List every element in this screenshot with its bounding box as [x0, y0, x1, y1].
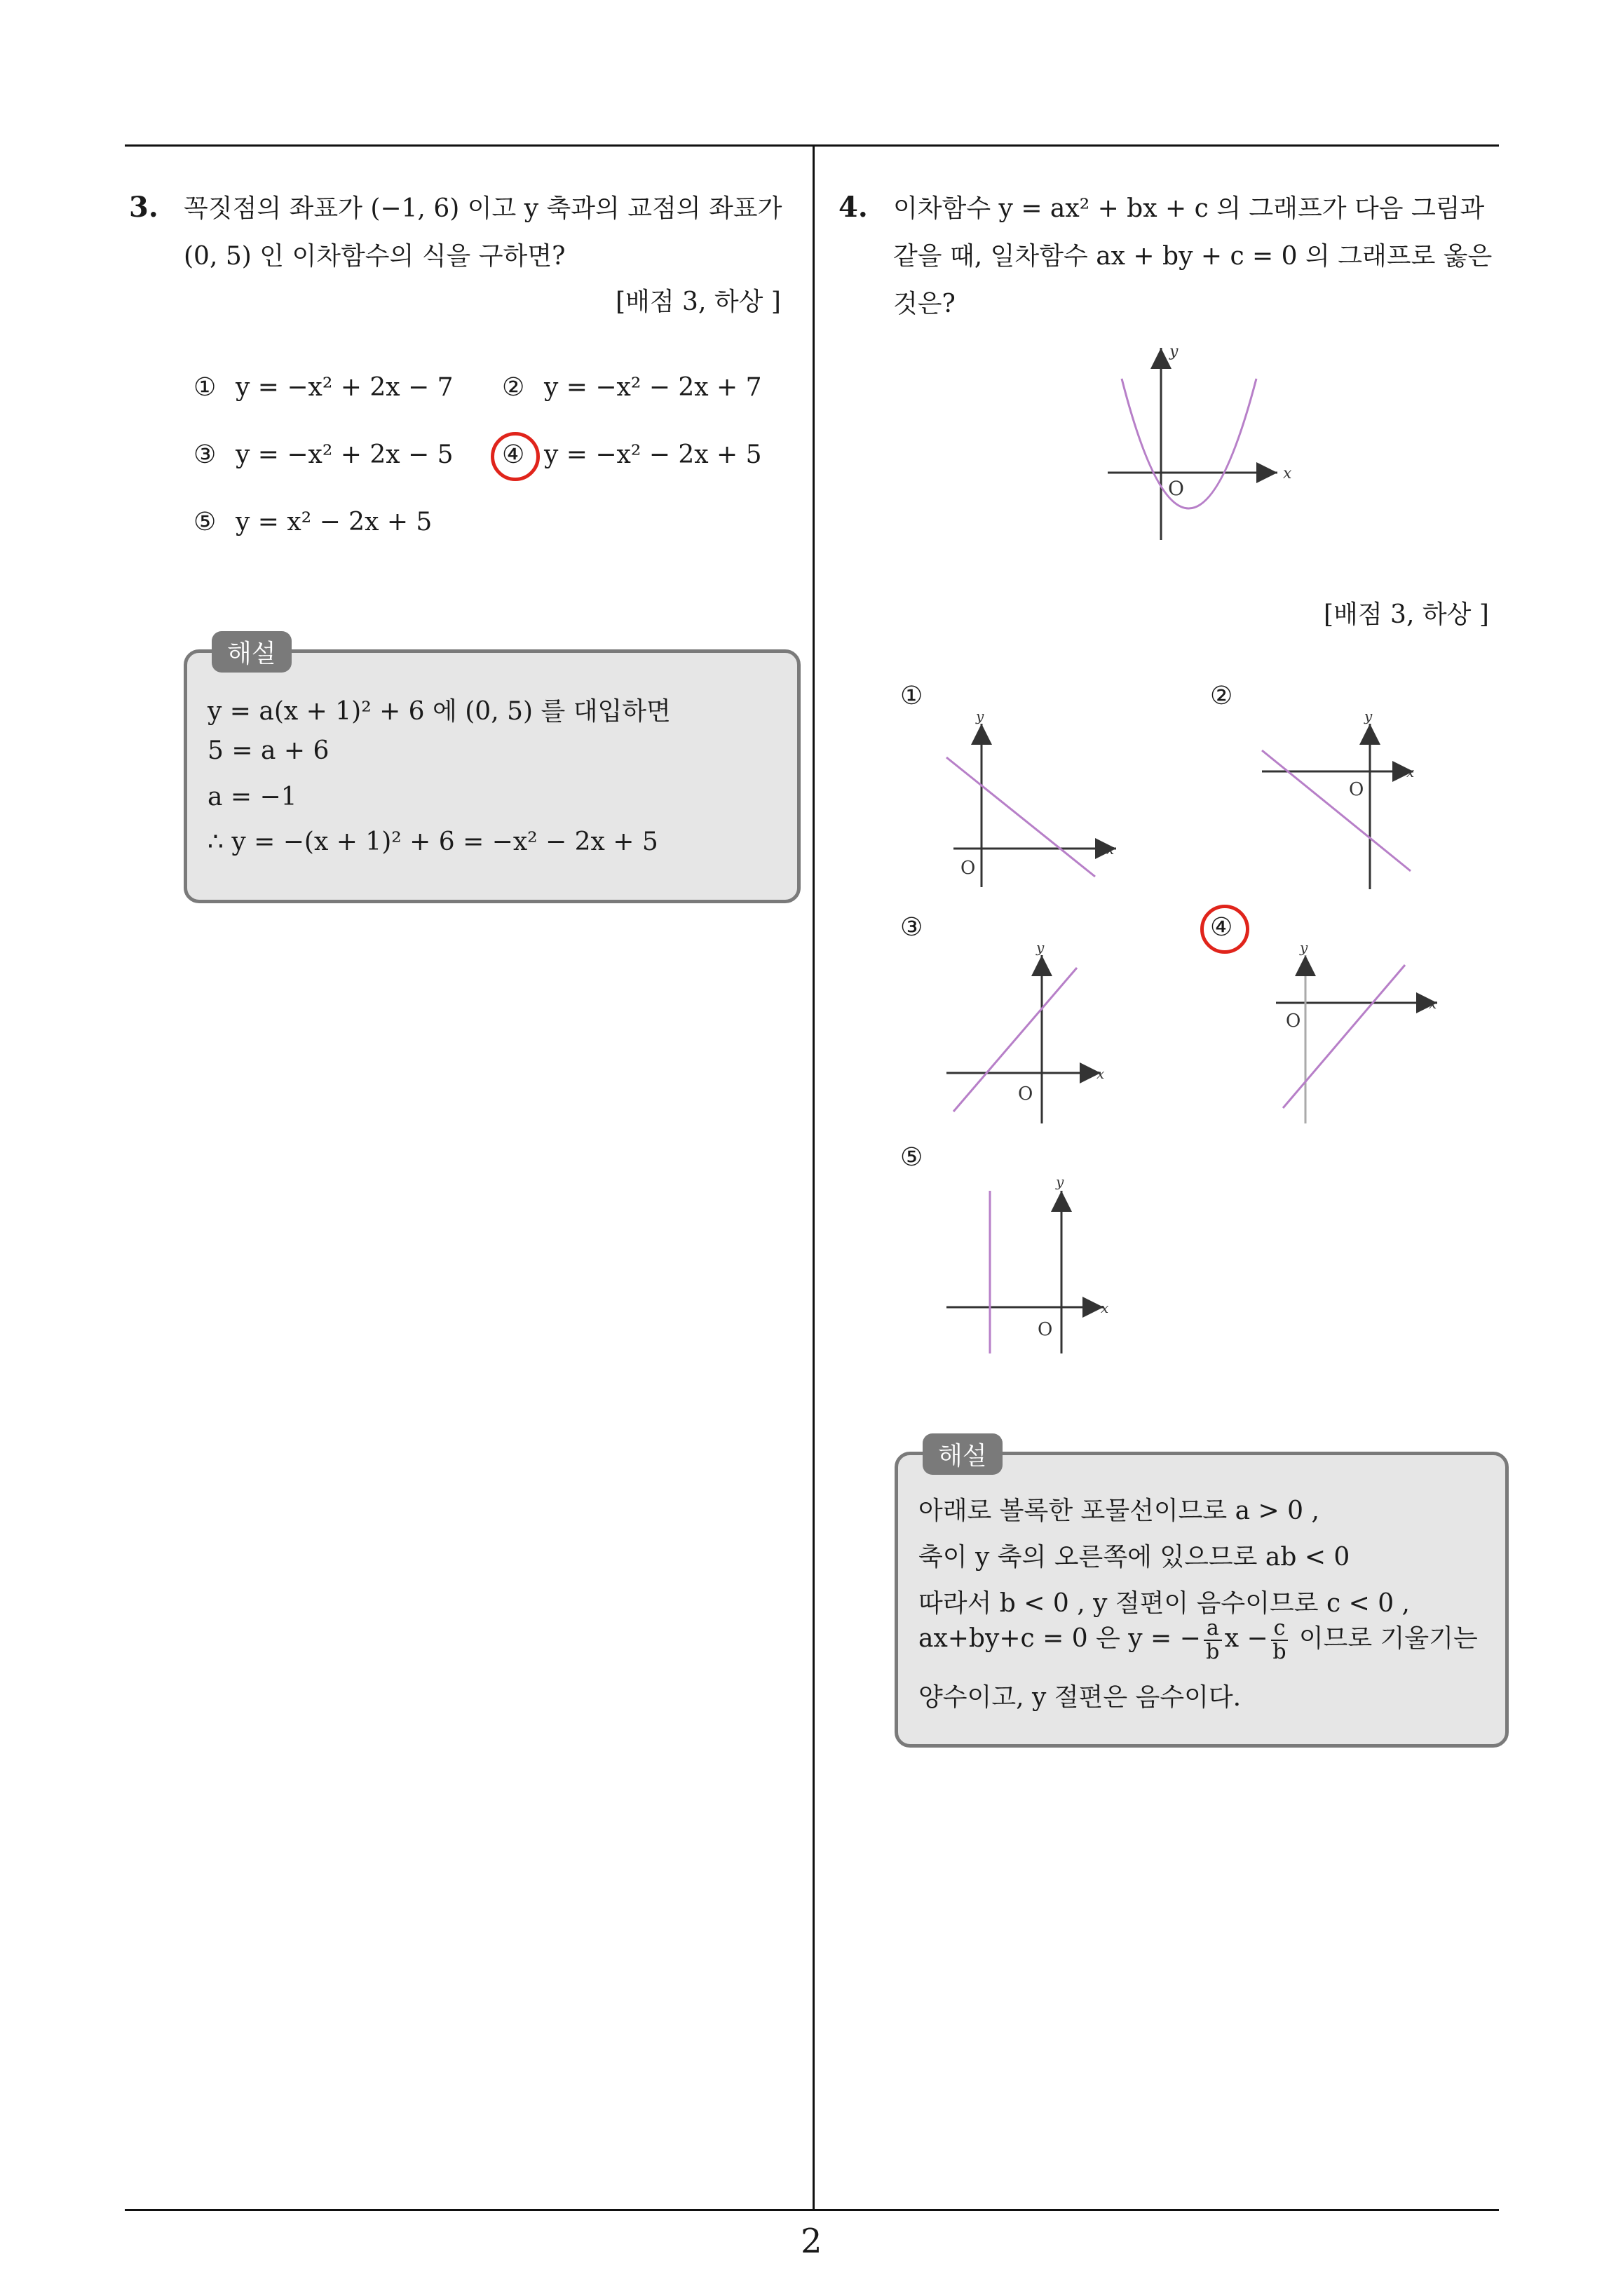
origin-label: O — [1286, 1011, 1301, 1032]
solution-box — [184, 649, 801, 903]
question-text-line: (0, 5) 인 이차함수의 식을 구하면? — [184, 242, 566, 271]
option-marker: ③ — [193, 440, 217, 469]
solution-line: y = a(x + 1)² + 6 에 (0, 5) 를 대입하면 — [208, 697, 671, 726]
answer-mark-icon — [1200, 905, 1249, 954]
score-label: [배점 3, 하상 ] — [616, 288, 781, 316]
x-axis-label: x — [1429, 995, 1437, 1012]
answer-option-3[interactable] — [193, 440, 454, 469]
solution-text: ax+by+c = 0 은 y = − — [918, 1624, 1201, 1653]
origin-label: O — [1349, 779, 1364, 800]
fraction-numerator: a — [1204, 1617, 1222, 1641]
linear-graph-line — [1262, 750, 1411, 871]
question-number: 3. — [129, 191, 158, 224]
option-marker: ④ — [502, 440, 525, 469]
linear-graph-line — [1283, 965, 1405, 1108]
x-axis-label: x — [1101, 1299, 1109, 1316]
x-axis-label: x — [1096, 1065, 1105, 1082]
origin-label: O — [1168, 477, 1184, 500]
option-graph-1[interactable] — [932, 708, 1129, 891]
origin-label: O — [1018, 1083, 1033, 1105]
y-axis-label: y — [1300, 940, 1308, 956]
answer-option-4[interactable] — [502, 440, 762, 469]
column-divider — [813, 144, 815, 2209]
fraction-denominator: b — [1206, 1640, 1220, 1664]
option-marker: ② — [502, 373, 525, 402]
y-axis-label: y — [1056, 1173, 1064, 1190]
option-expression: y = x² − 2x + 5 — [236, 508, 433, 536]
option-expression: y = −x² + 2x − 5 — [236, 440, 454, 469]
solution-line: 5 = a + 6 — [208, 736, 330, 765]
answer-mark-icon — [491, 432, 540, 481]
solution-line: 따라서 b < 0 , y 절편이 음수이므로 c < 0 , — [918, 1589, 1410, 1618]
fraction-denominator: b — [1272, 1640, 1286, 1664]
x-axis-label: x — [1283, 465, 1292, 482]
answer-option-1[interactable] — [193, 373, 454, 402]
solution-tag: 해설 — [923, 1433, 1003, 1475]
option-marker: ① — [193, 373, 217, 402]
origin-label: O — [960, 858, 976, 879]
option-marker[interactable]: ② — [1210, 682, 1233, 710]
origin-label: O — [1038, 1319, 1053, 1340]
fraction — [1271, 1617, 1289, 1663]
x-axis-label: x — [1106, 841, 1115, 858]
option-marker[interactable]: ③ — [900, 913, 923, 942]
solution-line: 축이 y 축의 오른쪽에 있으므로 ab < 0 — [918, 1543, 1350, 1572]
option-marker: ⑤ — [193, 508, 217, 536]
option-expression: y = −x² − 2x + 7 — [544, 373, 762, 402]
solution-line: a = −1 — [208, 783, 297, 811]
option-graph-5[interactable] — [932, 1170, 1129, 1359]
option-marker[interactable]: ④ — [1210, 913, 1233, 942]
answer-option-2[interactable] — [502, 373, 762, 402]
score-label: [배점 3, 하상 ] — [1324, 600, 1489, 629]
option-marker[interactable]: ① — [900, 682, 923, 710]
parabola-curve — [1122, 379, 1256, 508]
solution-line: 양수이고, y 절편은 음수이다. — [918, 1683, 1242, 1712]
question-number: 4. — [838, 191, 868, 224]
bottom-rule — [125, 2209, 1499, 2211]
option-graph-2[interactable] — [1248, 708, 1444, 891]
parabola-graph — [1094, 337, 1318, 547]
page-number: 2 — [801, 2222, 822, 2261]
option-graph-4[interactable] — [1262, 940, 1458, 1129]
solution-line — [918, 1617, 1478, 1663]
question-text-line: 같을 때, 일차함수 ax + by + c = 0 의 그래프로 옳은 — [893, 242, 1493, 271]
y-axis-label: y — [976, 708, 984, 724]
top-rule — [125, 144, 1499, 147]
solution-text: 이므로 기울기는 — [1291, 1624, 1478, 1653]
option-marker[interactable]: ⑤ — [900, 1143, 923, 1172]
answer-option-5[interactable] — [193, 508, 432, 536]
y-axis-label: y — [1364, 708, 1373, 724]
solution-text: x − — [1224, 1624, 1268, 1653]
option-expression: y = −x² − 2x + 5 — [544, 440, 762, 469]
fraction-numerator: c — [1271, 1617, 1289, 1641]
solution-tag: 해설 — [212, 631, 292, 673]
solution-line: ∴ y = −(x + 1)² + 6 = −x² − 2x + 5 — [208, 828, 658, 856]
y-axis-label: y — [1169, 343, 1179, 360]
question-text-line: 꼭짓점의 좌표가 (−1, 6) 이고 y 축과의 교점의 좌표가 — [184, 194, 782, 223]
solution-line: 아래로 볼록한 포물선이므로 a > 0 , — [918, 1497, 1319, 1525]
y-axis-label: y — [1036, 940, 1045, 956]
linear-graph-line — [953, 968, 1077, 1112]
x-axis-label: x — [1406, 764, 1415, 781]
option-graph-3[interactable] — [932, 940, 1129, 1129]
option-expression: y = −x² + 2x − 7 — [236, 373, 454, 402]
fraction — [1204, 1617, 1222, 1663]
question-text-line: 이차함수 y = ax² + bx + c 의 그래프가 다음 그림과 — [893, 194, 1485, 223]
question-text-line: 것은? — [893, 290, 956, 318]
